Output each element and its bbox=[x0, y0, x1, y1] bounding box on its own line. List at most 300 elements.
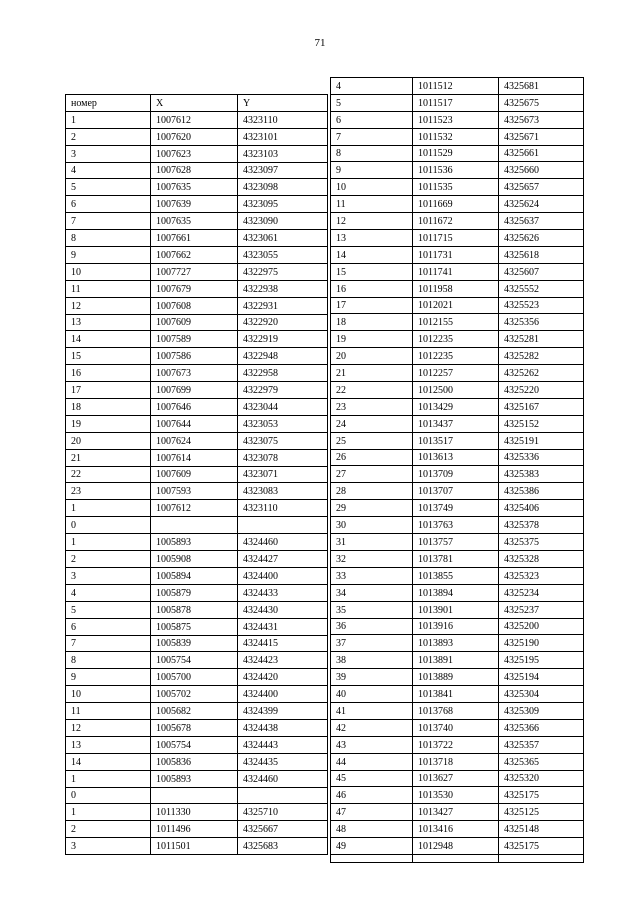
table-row bbox=[331, 162, 584, 179]
table-row bbox=[66, 770, 328, 787]
table-row bbox=[66, 753, 328, 770]
point-number-cell: 14 bbox=[331, 246, 413, 263]
x-coordinate-cell: 1005754 bbox=[151, 652, 238, 669]
x-coordinate-cell: 1011330 bbox=[151, 804, 238, 821]
point-number-cell: 10 bbox=[66, 263, 151, 280]
x-coordinate-cell: 1007661 bbox=[151, 230, 238, 247]
x-coordinate-cell: 1007609 bbox=[151, 466, 238, 483]
table-row bbox=[331, 736, 584, 753]
x-coordinate-cell: 1007623 bbox=[151, 145, 238, 162]
x-coordinate-cell: 1013740 bbox=[413, 719, 499, 736]
x-coordinate-cell: 1007644 bbox=[151, 415, 238, 432]
y-coordinate-cell: 4323053 bbox=[238, 415, 328, 432]
y-coordinate-cell: 4325523 bbox=[499, 297, 584, 314]
y-header: Y bbox=[238, 95, 328, 112]
point-number-cell: 12 bbox=[66, 719, 151, 736]
point-number-cell: 40 bbox=[331, 686, 413, 703]
y-coordinate-cell: 4325152 bbox=[499, 415, 584, 432]
y-coordinate-cell: 4324431 bbox=[238, 618, 328, 635]
point-number-cell: 4 bbox=[66, 584, 151, 601]
point-number-cell: 21 bbox=[331, 365, 413, 382]
point-number-cell: 9 bbox=[66, 247, 151, 264]
y-coordinate-cell: 4323097 bbox=[238, 162, 328, 179]
table-row bbox=[66, 247, 328, 264]
table-row bbox=[331, 449, 584, 466]
y-coordinate-cell: 4322948 bbox=[238, 348, 328, 365]
point-number-cell: 37 bbox=[331, 635, 413, 652]
point-number-cell: 13 bbox=[66, 736, 151, 753]
x-coordinate-cell: 1005839 bbox=[151, 635, 238, 652]
x-coordinate-cell: 1007589 bbox=[151, 331, 238, 348]
x-coordinate-cell: 1005700 bbox=[151, 669, 238, 686]
x-coordinate-cell: 1007612 bbox=[151, 500, 238, 517]
table-row bbox=[66, 601, 328, 618]
x-coordinate-cell: 1013613 bbox=[413, 449, 499, 466]
y-coordinate-cell: 4325637 bbox=[499, 213, 584, 230]
y-coordinate-cell: 4323061 bbox=[238, 230, 328, 247]
x-coordinate-cell: 1013891 bbox=[413, 652, 499, 669]
y-coordinate-cell: 4325657 bbox=[499, 179, 584, 196]
point-number-cell: 31 bbox=[331, 534, 413, 551]
point-number-cell: 6 bbox=[331, 111, 413, 128]
table-row bbox=[331, 838, 584, 855]
point-number-cell: 4 bbox=[331, 78, 413, 95]
point-number-cell: 3 bbox=[66, 145, 151, 162]
table-row bbox=[66, 669, 328, 686]
y-coordinate-cell: 4325282 bbox=[499, 348, 584, 365]
table-row bbox=[331, 213, 584, 230]
y-coordinate-cell: 4325320 bbox=[499, 770, 584, 787]
x-coordinate-cell: 1012021 bbox=[413, 297, 499, 314]
x-coordinate-cell: 1013530 bbox=[413, 787, 499, 804]
y-coordinate-cell: 4325190 bbox=[499, 635, 584, 652]
point-number-cell: 12 bbox=[331, 213, 413, 230]
table-row bbox=[331, 550, 584, 567]
x-coordinate-cell: 1007614 bbox=[151, 449, 238, 466]
table-row bbox=[331, 719, 584, 736]
x-coordinate-cell: 1013901 bbox=[413, 601, 499, 618]
point-number-cell: 1 bbox=[66, 500, 151, 517]
point-number-cell: 16 bbox=[66, 365, 151, 382]
y-coordinate-cell: 4322919 bbox=[238, 331, 328, 348]
y-coordinate-cell: 4325309 bbox=[499, 702, 584, 719]
y-coordinate-cell: 4325194 bbox=[499, 669, 584, 686]
y-coordinate-cell: 4325667 bbox=[238, 821, 328, 838]
point-number-cell: 21 bbox=[66, 449, 151, 466]
point-number-cell: 22 bbox=[66, 466, 151, 483]
point-number-cell: 13 bbox=[331, 230, 413, 247]
x-coordinate-cell: 1012235 bbox=[413, 331, 499, 348]
table-row bbox=[66, 263, 328, 280]
table-row bbox=[331, 314, 584, 331]
y-coordinate-cell: 4325375 bbox=[499, 534, 584, 551]
x-coordinate-cell: 1013517 bbox=[413, 432, 499, 449]
point-number-cell: 42 bbox=[331, 719, 413, 736]
x-coordinate-cell: 1013722 bbox=[413, 736, 499, 753]
table-row bbox=[331, 601, 584, 618]
x-coordinate-cell: 1007620 bbox=[151, 128, 238, 145]
y-coordinate-cell: 4324433 bbox=[238, 584, 328, 601]
y-coordinate-cell: 4323101 bbox=[238, 128, 328, 145]
y-coordinate-cell: 4325624 bbox=[499, 196, 584, 213]
point-number-cell: 1 bbox=[66, 804, 151, 821]
x-coordinate-cell: 1013749 bbox=[413, 500, 499, 517]
x-coordinate-cell: 1013437 bbox=[413, 415, 499, 432]
point-number-cell: 1 bbox=[66, 111, 151, 128]
table-row bbox=[66, 162, 328, 179]
y-coordinate-cell: 4325234 bbox=[499, 584, 584, 601]
y-coordinate-cell: 4325356 bbox=[499, 314, 584, 331]
table-row bbox=[331, 415, 584, 432]
y-coordinate-cell: 4325683 bbox=[238, 838, 328, 855]
y-coordinate-cell: 4325167 bbox=[499, 398, 584, 415]
table-row bbox=[331, 804, 584, 821]
y-coordinate-cell: 4323075 bbox=[238, 432, 328, 449]
y-coordinate-cell: 4324415 bbox=[238, 635, 328, 652]
x-coordinate-cell: 1011958 bbox=[413, 280, 499, 297]
y-coordinate-cell bbox=[238, 517, 328, 534]
x-coordinate-cell: 1012948 bbox=[413, 838, 499, 855]
table-row bbox=[331, 770, 584, 787]
y-coordinate-cell: 4325406 bbox=[499, 500, 584, 517]
point-number-cell: 39 bbox=[331, 669, 413, 686]
y-coordinate-cell: 4325710 bbox=[238, 804, 328, 821]
x-coordinate-cell: 1011532 bbox=[413, 128, 499, 145]
point-number-cell: 46 bbox=[331, 787, 413, 804]
x-coordinate-cell: 1013855 bbox=[413, 567, 499, 584]
table-row bbox=[331, 702, 584, 719]
point-number-cell: 1 bbox=[66, 770, 151, 787]
table-row bbox=[66, 838, 328, 855]
table-header-row bbox=[66, 95, 328, 112]
point-number-cell: 11 bbox=[66, 280, 151, 297]
point-number-cell: 0 bbox=[66, 517, 151, 534]
x-coordinate-cell: 1007727 bbox=[151, 263, 238, 280]
table-row bbox=[66, 331, 328, 348]
y-coordinate-cell: 4325386 bbox=[499, 483, 584, 500]
y-coordinate-cell: 4325661 bbox=[499, 145, 584, 162]
x-coordinate-cell: 1011517 bbox=[413, 94, 499, 111]
spacer-cell bbox=[413, 854, 499, 862]
x-coordinate-cell: 1013627 bbox=[413, 770, 499, 787]
y-coordinate-cell: 4324399 bbox=[238, 703, 328, 720]
table-row bbox=[66, 145, 328, 162]
point-number-cell: 10 bbox=[331, 179, 413, 196]
y-coordinate-cell: 4325175 bbox=[499, 787, 584, 804]
point-number-cell: 14 bbox=[66, 331, 151, 348]
table-row bbox=[66, 399, 328, 416]
y-coordinate-cell: 4325200 bbox=[499, 618, 584, 635]
point-number-cell: 0 bbox=[66, 787, 151, 804]
table-row bbox=[331, 246, 584, 263]
y-coordinate-cell: 4325607 bbox=[499, 263, 584, 280]
y-coordinate-cell: 4323110 bbox=[238, 111, 328, 128]
table-row bbox=[66, 635, 328, 652]
x-coordinate-cell: 1005893 bbox=[151, 770, 238, 787]
point-number-cell: 23 bbox=[66, 483, 151, 500]
table-row bbox=[66, 128, 328, 145]
table-row bbox=[66, 517, 328, 534]
page-number: 71 bbox=[314, 37, 326, 49]
table-row bbox=[331, 179, 584, 196]
point-number-cell: 7 bbox=[331, 128, 413, 145]
table-row bbox=[66, 297, 328, 314]
table-row bbox=[331, 398, 584, 415]
x-coordinate-cell: 1011512 bbox=[413, 78, 499, 95]
table-row bbox=[331, 111, 584, 128]
table-row bbox=[66, 584, 328, 601]
table-row bbox=[66, 466, 328, 483]
y-coordinate-cell: 4324427 bbox=[238, 551, 328, 568]
x-coordinate-cell: 1013429 bbox=[413, 398, 499, 415]
y-coordinate-cell: 4322931 bbox=[238, 297, 328, 314]
x-coordinate-cell: 1013894 bbox=[413, 584, 499, 601]
spacer-cell bbox=[331, 854, 413, 862]
x-coordinate-cell: 1007586 bbox=[151, 348, 238, 365]
y-coordinate-cell: 4324443 bbox=[238, 736, 328, 753]
table-row bbox=[331, 466, 584, 483]
point-number-cell: 20 bbox=[66, 432, 151, 449]
table-row bbox=[66, 230, 328, 247]
point-number-cell: 5 bbox=[66, 601, 151, 618]
y-coordinate-cell: 4325191 bbox=[499, 432, 584, 449]
table-row bbox=[66, 652, 328, 669]
x-coordinate-cell: 1011523 bbox=[413, 111, 499, 128]
x-coordinate-cell: 1011731 bbox=[413, 246, 499, 263]
x-header: X bbox=[151, 95, 238, 112]
x-coordinate-cell: 1005754 bbox=[151, 736, 238, 753]
x-coordinate-cell: 1005875 bbox=[151, 618, 238, 635]
coordinates-table-left bbox=[65, 94, 328, 855]
x-coordinate-cell: 1011669 bbox=[413, 196, 499, 213]
table-row bbox=[66, 432, 328, 449]
table-row bbox=[331, 567, 584, 584]
point-number-cell: 2 bbox=[66, 821, 151, 838]
x-coordinate-cell: 1013781 bbox=[413, 550, 499, 567]
y-coordinate-cell: 4324430 bbox=[238, 601, 328, 618]
x-coordinate-cell: 1012500 bbox=[413, 382, 499, 399]
y-coordinate-cell: 4324460 bbox=[238, 770, 328, 787]
table-row bbox=[331, 128, 584, 145]
y-coordinate-cell: 4324423 bbox=[238, 652, 328, 669]
table-row bbox=[66, 348, 328, 365]
x-coordinate-cell: 1007662 bbox=[151, 247, 238, 264]
y-coordinate-cell: 4324460 bbox=[238, 534, 328, 551]
point-number-cell: 26 bbox=[331, 449, 413, 466]
table-row bbox=[66, 500, 328, 517]
point-number-cell: 45 bbox=[331, 770, 413, 787]
point-number-cell: 10 bbox=[66, 686, 151, 703]
x-coordinate-cell: 1007628 bbox=[151, 162, 238, 179]
table-row bbox=[331, 517, 584, 534]
x-coordinate-cell: 1005878 bbox=[151, 601, 238, 618]
point-number-cell: 36 bbox=[331, 618, 413, 635]
y-coordinate-cell: 4324435 bbox=[238, 753, 328, 770]
table-row bbox=[66, 804, 328, 821]
point-number-cell: 19 bbox=[331, 331, 413, 348]
table-row bbox=[66, 196, 328, 213]
y-coordinate-cell: 4325281 bbox=[499, 331, 584, 348]
x-coordinate-cell: 1007699 bbox=[151, 382, 238, 399]
y-coordinate-cell: 4325175 bbox=[499, 838, 584, 855]
x-coordinate-cell: 1011672 bbox=[413, 213, 499, 230]
table-row bbox=[331, 753, 584, 770]
point-number-cell: 18 bbox=[331, 314, 413, 331]
x-coordinate-cell: 1013768 bbox=[413, 702, 499, 719]
point-number-cell: 29 bbox=[331, 500, 413, 517]
table-row bbox=[331, 331, 584, 348]
point-number-cell: 11 bbox=[331, 196, 413, 213]
point-number-cell: 23 bbox=[331, 398, 413, 415]
y-coordinate-cell: 4325220 bbox=[499, 382, 584, 399]
table-row bbox=[66, 567, 328, 584]
table-row bbox=[331, 483, 584, 500]
y-coordinate-cell: 4325673 bbox=[499, 111, 584, 128]
y-coordinate-cell: 4325323 bbox=[499, 567, 584, 584]
table-row bbox=[331, 263, 584, 280]
point-number-cell: 34 bbox=[331, 584, 413, 601]
x-coordinate-cell: 1013707 bbox=[413, 483, 499, 500]
y-coordinate-cell: 4325383 bbox=[499, 466, 584, 483]
x-coordinate-cell: 1011535 bbox=[413, 179, 499, 196]
point-number-cell: 15 bbox=[66, 348, 151, 365]
point-number-cell: 20 bbox=[331, 348, 413, 365]
spacer-cell bbox=[499, 854, 584, 862]
x-coordinate-cell: 1011715 bbox=[413, 230, 499, 247]
x-coordinate-cell: 1005678 bbox=[151, 719, 238, 736]
y-coordinate-cell: 4325618 bbox=[499, 246, 584, 263]
point-number-cell: 15 bbox=[331, 263, 413, 280]
x-coordinate-cell: 1013416 bbox=[413, 821, 499, 838]
table-row bbox=[331, 297, 584, 314]
table-row bbox=[331, 145, 584, 162]
x-coordinate-cell: 1011529 bbox=[413, 145, 499, 162]
y-coordinate-cell: 4324400 bbox=[238, 567, 328, 584]
y-coordinate-cell: 4323103 bbox=[238, 145, 328, 162]
point-number-cell: 32 bbox=[331, 550, 413, 567]
point-number-cell: 49 bbox=[331, 838, 413, 855]
y-coordinate-cell: 4325148 bbox=[499, 821, 584, 838]
x-coordinate-cell: 1012155 bbox=[413, 314, 499, 331]
point-number-cell: 4 bbox=[66, 162, 151, 179]
table-row bbox=[331, 365, 584, 382]
table-row bbox=[331, 686, 584, 703]
point-number-cell: 11 bbox=[66, 703, 151, 720]
point-number-cell: 14 bbox=[66, 753, 151, 770]
x-coordinate-cell: 1012257 bbox=[413, 365, 499, 382]
y-coordinate-cell: 4322938 bbox=[238, 280, 328, 297]
point-number-cell: 48 bbox=[331, 821, 413, 838]
x-coordinate-cell: 1007624 bbox=[151, 432, 238, 449]
x-coordinate-cell: 1007593 bbox=[151, 483, 238, 500]
table-row bbox=[66, 415, 328, 432]
table-row bbox=[331, 652, 584, 669]
point-number-cell: 6 bbox=[66, 618, 151, 635]
x-coordinate-cell: 1007609 bbox=[151, 314, 238, 331]
point-number-cell: 2 bbox=[66, 551, 151, 568]
point-number-cell: 5 bbox=[66, 179, 151, 196]
y-coordinate-cell: 4325366 bbox=[499, 719, 584, 736]
table-row bbox=[331, 821, 584, 838]
point-number-cell: 30 bbox=[331, 517, 413, 534]
x-coordinate-cell: 1005836 bbox=[151, 753, 238, 770]
y-coordinate-cell: 4324438 bbox=[238, 719, 328, 736]
y-coordinate-cell: 4325304 bbox=[499, 686, 584, 703]
table-row bbox=[331, 618, 584, 635]
table-row bbox=[331, 230, 584, 247]
table-bottom-spacer bbox=[331, 854, 584, 862]
table-row bbox=[331, 635, 584, 652]
x-coordinate-cell: 1007679 bbox=[151, 280, 238, 297]
point-number-cell: 3 bbox=[66, 567, 151, 584]
point-number-cell: 8 bbox=[66, 230, 151, 247]
x-coordinate-cell: 1013427 bbox=[413, 804, 499, 821]
y-coordinate-cell: 4325365 bbox=[499, 753, 584, 770]
table-row bbox=[331, 669, 584, 686]
x-coordinate-cell: 1007639 bbox=[151, 196, 238, 213]
y-coordinate-cell: 4325125 bbox=[499, 804, 584, 821]
y-coordinate-cell: 4325328 bbox=[499, 550, 584, 567]
table-row bbox=[66, 686, 328, 703]
point-number-cell: 12 bbox=[66, 297, 151, 314]
number-header: номер bbox=[66, 95, 151, 112]
y-coordinate-cell: 4322920 bbox=[238, 314, 328, 331]
y-coordinate-cell: 4325681 bbox=[499, 78, 584, 95]
y-coordinate-cell: 4323083 bbox=[238, 483, 328, 500]
y-coordinate-cell: 4325552 bbox=[499, 280, 584, 297]
x-coordinate-cell: 1007646 bbox=[151, 399, 238, 416]
y-coordinate-cell: 4323055 bbox=[238, 247, 328, 264]
table-row bbox=[66, 449, 328, 466]
point-number-cell: 6 bbox=[66, 196, 151, 213]
table-row bbox=[66, 736, 328, 753]
table-row bbox=[66, 821, 328, 838]
point-number-cell: 35 bbox=[331, 601, 413, 618]
x-coordinate-cell: 1007635 bbox=[151, 213, 238, 230]
point-number-cell: 16 bbox=[331, 280, 413, 297]
y-coordinate-cell: 4325195 bbox=[499, 652, 584, 669]
y-coordinate-cell: 4323095 bbox=[238, 196, 328, 213]
y-coordinate-cell: 4324420 bbox=[238, 669, 328, 686]
x-coordinate-cell: 1005702 bbox=[151, 686, 238, 703]
x-coordinate-cell: 1013841 bbox=[413, 686, 499, 703]
point-number-cell: 7 bbox=[66, 213, 151, 230]
point-number-cell: 7 bbox=[66, 635, 151, 652]
y-coordinate-cell: 4325336 bbox=[499, 449, 584, 466]
y-coordinate-cell: 4322979 bbox=[238, 382, 328, 399]
table-row bbox=[66, 483, 328, 500]
x-coordinate-cell: 1013718 bbox=[413, 753, 499, 770]
point-number-cell: 44 bbox=[331, 753, 413, 770]
table-row bbox=[66, 534, 328, 551]
y-coordinate-cell: 4324400 bbox=[238, 686, 328, 703]
point-number-cell: 9 bbox=[331, 162, 413, 179]
y-coordinate-cell: 4323044 bbox=[238, 399, 328, 416]
table-row bbox=[331, 787, 584, 804]
table-row bbox=[66, 382, 328, 399]
x-coordinate-cell: 1007635 bbox=[151, 179, 238, 196]
table-row bbox=[331, 584, 584, 601]
point-number-cell: 3 bbox=[66, 838, 151, 855]
x-coordinate-cell: 1012235 bbox=[413, 348, 499, 365]
x-coordinate-cell: 1011501 bbox=[151, 838, 238, 855]
table-row bbox=[331, 78, 584, 95]
point-number-cell: 17 bbox=[66, 382, 151, 399]
y-coordinate-cell: 4325660 bbox=[499, 162, 584, 179]
table-row bbox=[331, 280, 584, 297]
point-number-cell: 18 bbox=[66, 399, 151, 416]
y-coordinate-cell bbox=[238, 787, 328, 804]
